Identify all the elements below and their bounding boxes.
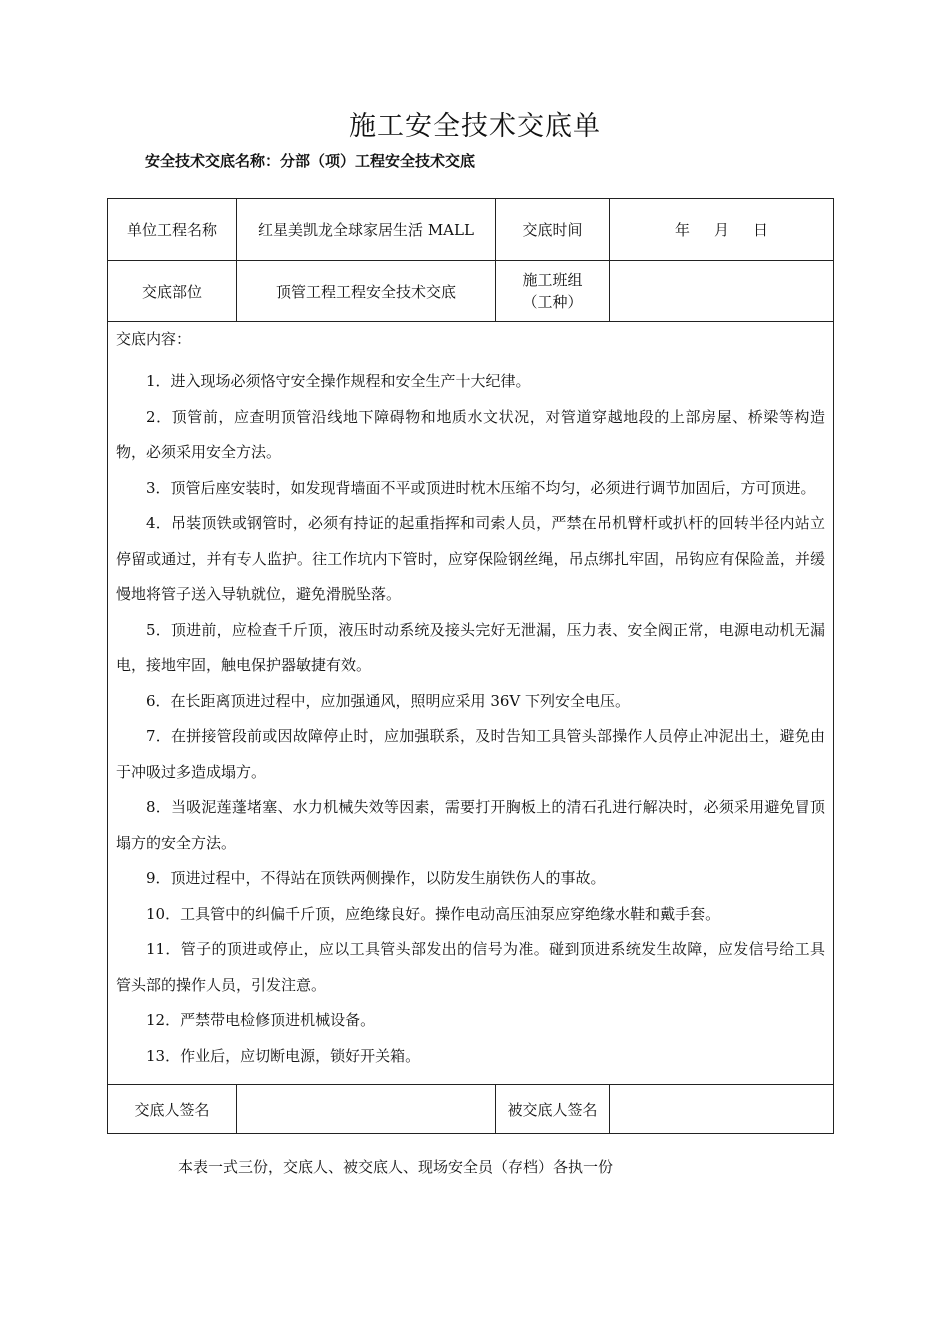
date-year-label: 年: [674, 221, 690, 239]
content-label: 交底内容：: [116, 330, 192, 348]
content-item: 5．顶进前，应检查千斤顶，液压时动系统及接头完好无泄漏，压力表、安全阀正常，电源电动机无漏电，接地牢固，触电保护器敏捷有效。: [116, 620, 825, 674]
footer-note: 本表一式三份，交底人、被交底人、现场安全员（存档）各执一份: [178, 1158, 614, 1176]
handover-part-value: 顶管工程工程安全技术交底: [237, 261, 496, 322]
team-label-line2: （工种）: [522, 293, 583, 311]
date-month-label: 月: [713, 221, 729, 239]
handover-content-cell: [108, 322, 834, 1085]
table-row: [108, 199, 834, 261]
construction-team-value[interactable]: [610, 261, 834, 322]
content-item: 2．顶管前，应查明顶管沿线地下障碍物和地质水文状况，对管道穿越地段的上部房屋、桥梁等构造物，必须采用安全方法。: [116, 407, 825, 461]
content-item: 13．作业后，应切断电源，锁好开关箱。: [146, 1046, 421, 1065]
unit-project-label: 单位工程名称: [108, 199, 237, 261]
table-row: [108, 1085, 834, 1134]
table-row: [108, 322, 834, 1085]
page-title: 施工安全技术交底单: [349, 111, 601, 142]
content-item: 11．管子的顶进或停止，应以工具管头部发出的信号为准。碰到顶进系统发生故障，应发信号给工具管头部的操作人员，引发注意。: [116, 940, 825, 994]
unit-project-value: 红星美凯龙全球家居生活 MALL: [237, 199, 496, 261]
content-item: 7．在拼接管段前或因故障停止时，应加强联系，及时告知工具管头部操作人员停止冲泥出土，避免由于冲吸过多造成塌方。: [116, 727, 825, 781]
construction-team-label: [496, 261, 610, 322]
content-item: 4．吊装顶铁或钢管时，必须有持证的起重指挥和司索人员，严禁在吊机臂杆或扒杆的回转半径内站立停留或通过，并有专人监护。往工作坑内下管时，应穿保险钢丝绳，吊点绑扎牢固，吊钩应有保险盖，并缓慢地将管子送入导轨就位，避免滑脱坠落。: [116, 514, 825, 603]
handover-date-field[interactable]: [610, 199, 834, 261]
safety-handover-table: [107, 198, 834, 1134]
content-item: 3．顶管后座安装时，如发现背墙面不平或顶进时枕木压缩不均匀，必须进行调节加固后，方可顶进。: [146, 478, 816, 497]
content-item: 6．在长距离顶进过程中，应加强通风，照明应采用 36V 下列安全电压。: [146, 691, 631, 710]
handover-time-label: 交底时间: [496, 199, 610, 261]
handover-part-label: 交底部位: [108, 261, 237, 322]
date-day-label: 日: [753, 221, 769, 239]
content-item: 8．当吸泥莲蓬堵塞、水力机械失效等因素，需要打开胸板上的清石孔进行解决时，必须采用避免冒顶塌方的安全方法。: [116, 798, 825, 852]
receiver-signature-field[interactable]: [610, 1085, 834, 1134]
receiver-signer-label: 被交底人签名: [496, 1085, 610, 1134]
team-label-line1: 施工班组: [522, 271, 583, 289]
content-item: 12．严禁带电检修顶进机械设备。: [146, 1011, 376, 1029]
table-row: [108, 261, 834, 322]
content-item: 10．工具管中的纠偏千斤顶，应绝缘良好。操作电动高压油泵应穿绝缘水鞋和戴手套。: [146, 904, 721, 923]
handover-signer-label: 交底人签名: [108, 1085, 237, 1134]
handover-name-subtitle: 安全技术交底名称：分部（项）工程安全技术交底: [145, 152, 476, 170]
content-item: 9．顶进过程中，不得站在顶铁两侧操作，以防发生崩铁伤人的事故。: [146, 869, 606, 887]
handover-signature-field[interactable]: [237, 1085, 496, 1134]
content-item: 1．进入现场必须恪守安全操作规程和安全生产十大纪律。: [146, 372, 531, 390]
